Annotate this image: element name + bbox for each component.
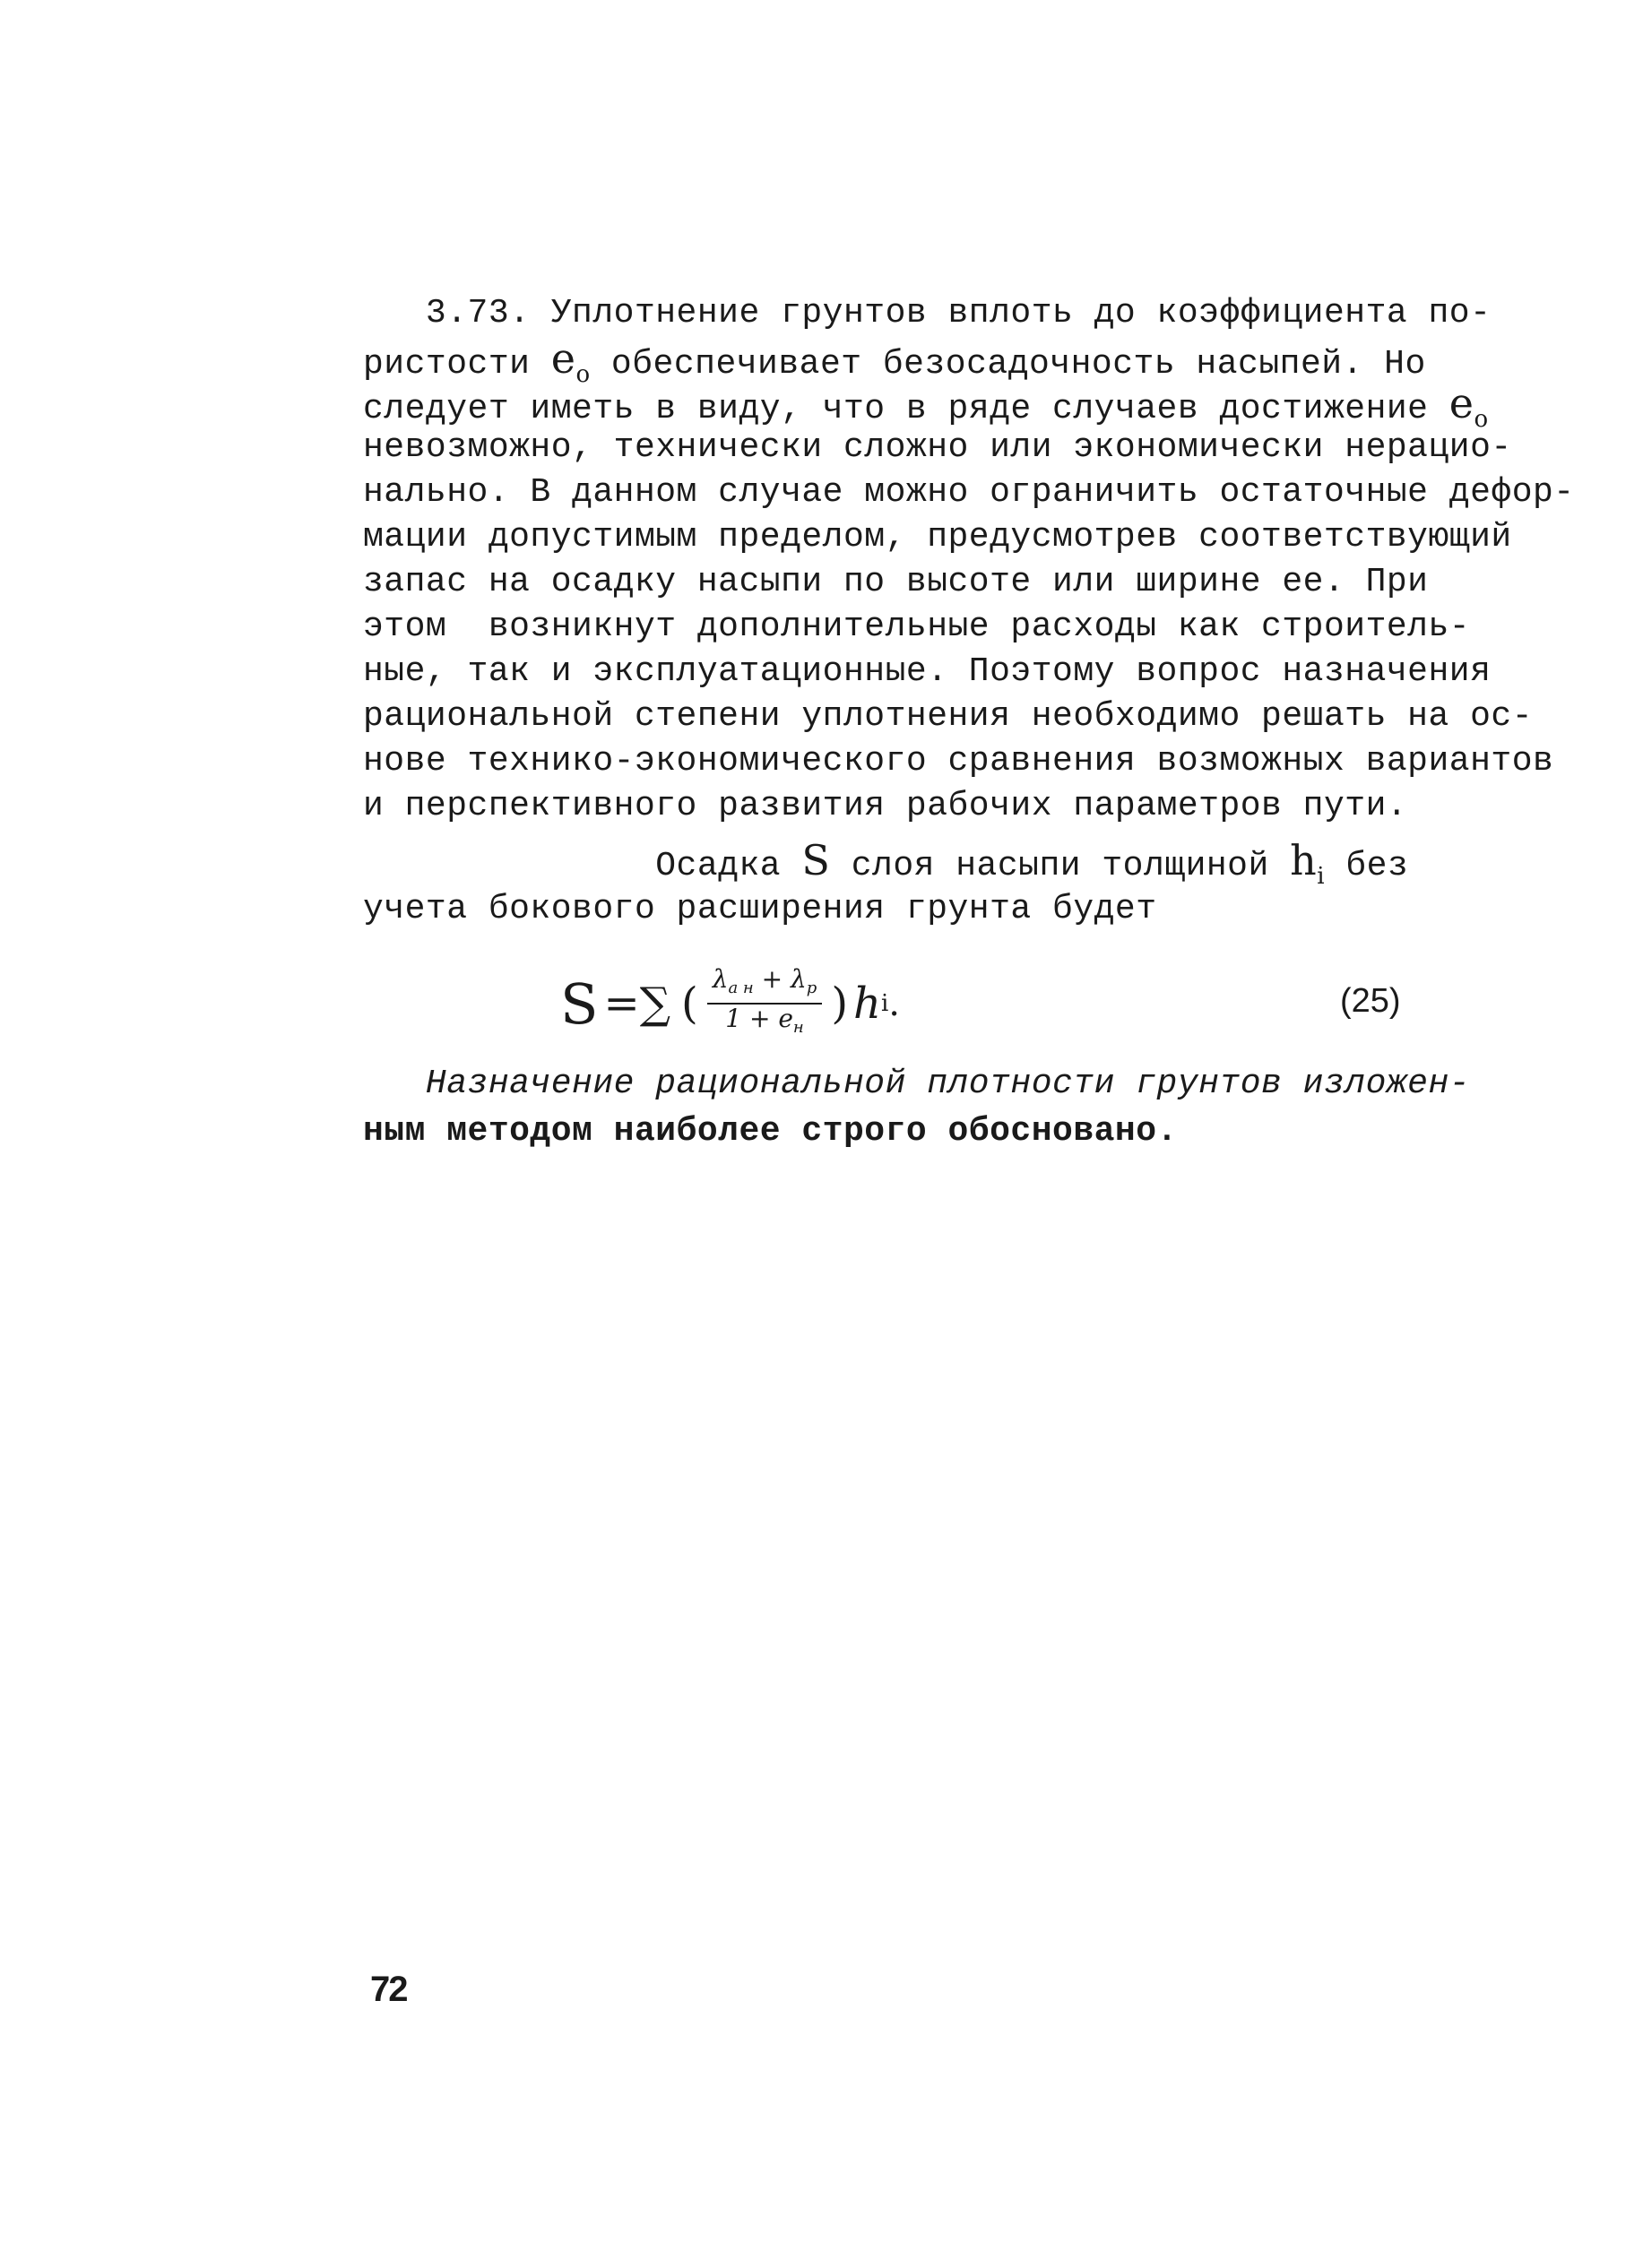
paragraph-3-line-1: Назначение рациональной плотности грунтов изложен- [363, 1065, 1471, 1103]
formula-tail-subscript: i [880, 990, 889, 1017]
numerator-subscript-2: p [806, 979, 817, 997]
numerator-subscript: a н [728, 979, 754, 997]
e-symbol: e [550, 334, 576, 383]
formula-period: . [888, 983, 901, 1024]
paragraph-1-line-12: и перспективного развития рабочих параметров пути. [363, 787, 1408, 825]
text-run: ристости [363, 345, 551, 384]
paragraph-1-line-4: невозможно, технически сложно или экономически нерацио- [363, 428, 1512, 467]
denominator-text: 1 + e [725, 1004, 793, 1033]
paragraph-1-line-6: мации допустимым пределом, предусмотрев соответствующий [363, 518, 1512, 556]
paragraph-2-line-2: учета бокового расширения грунта будет [363, 890, 1157, 928]
equation-number: (25) [1340, 982, 1401, 1020]
paragraph-1-line-8: этом возникнут дополнительные расходы как строитель- [363, 608, 1471, 646]
page-number: 72 [370, 1970, 407, 2009]
formula-denominator [720, 1005, 809, 1042]
formula-close-paren: ) [831, 979, 849, 1029]
paragraph-1-line-7: запас на осадку насыпи по высоте или ширине ее. При [363, 563, 1429, 601]
paragraph-1-line-10: рациональной степени уплотнения необходимо решать на ос- [363, 697, 1534, 736]
text-run: обеспечивает безосадочность насыпей. Но [590, 345, 1426, 384]
h-subscript: i [1317, 863, 1326, 890]
paragraph-1-line-1: 3.73. Уплотнение грунтов вплоть до коэффициента по- [363, 294, 1492, 332]
formula-lhs: S [560, 970, 599, 1037]
formula-fraction [707, 965, 823, 1042]
paragraph-1-line-9: ные, так и эксплуатационные. Поэтому вопрос назначения [363, 652, 1492, 691]
text-run: без [1325, 847, 1409, 885]
text-run: следует иметь в виду, что в ряде случаев достижение [363, 390, 1449, 428]
text-run: слоя насыпи толщиной [830, 847, 1291, 885]
e-symbol: e [1448, 379, 1474, 427]
h-symbol: h [1290, 836, 1318, 884]
numerator-plus-lambda: + λ [753, 964, 807, 994]
s-symbol: S [801, 836, 831, 884]
e-subscript: o [575, 361, 591, 388]
paragraph-1-line-5: нально. В данном случае можно ограничить остаточные дефор- [363, 473, 1575, 512]
formula-25 [560, 963, 900, 1044]
formula-open-paren: ( [680, 979, 698, 1029]
denominator-subscript: н [792, 1018, 804, 1037]
formula-numerator [707, 965, 823, 1003]
paragraph-1-line-11: нове технико-экономического сравнения возможных вариантов [363, 742, 1554, 780]
e-subscript: o [1474, 406, 1489, 433]
formula-tail: h [853, 979, 881, 1029]
text-run: Осадка [363, 847, 802, 885]
formula-equals-sum: =∑ [603, 979, 670, 1029]
lambda-symbol: λ [712, 964, 729, 994]
paragraph-3-line-2: ным методом наиболее строго обосновано. [363, 1112, 1178, 1151]
